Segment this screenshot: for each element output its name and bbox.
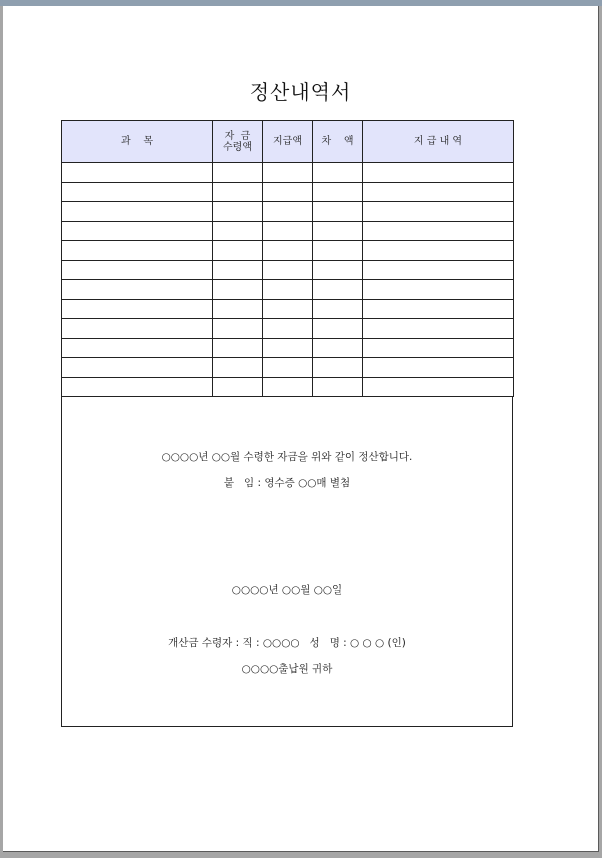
table-cell-subject bbox=[62, 202, 213, 222]
table-row bbox=[62, 182, 514, 202]
table-row bbox=[62, 358, 514, 378]
table-cell-details bbox=[363, 338, 514, 358]
table-header-row bbox=[62, 121, 514, 163]
attachment-note: 붙 임 : 영수증 ○○매 별첨 bbox=[223, 477, 351, 489]
table-cell-received bbox=[213, 358, 263, 378]
table-cell-paid bbox=[263, 319, 313, 339]
table-cell-subject bbox=[62, 377, 213, 397]
table-row bbox=[62, 260, 514, 280]
table-row bbox=[62, 299, 514, 319]
recipient-signature-line: 개산금 수령자 : 직 : ○○○○ 성 명 : ○ ○ ○ (인) bbox=[168, 637, 406, 649]
table-cell-details bbox=[363, 260, 514, 280]
table-row bbox=[62, 202, 514, 222]
table-cell-paid bbox=[263, 338, 313, 358]
table-cell-difference bbox=[313, 260, 363, 280]
table-cell-details bbox=[363, 377, 514, 397]
table-cell-received bbox=[213, 202, 263, 222]
table-cell-details bbox=[363, 182, 514, 202]
table-cell-received bbox=[213, 182, 263, 202]
table-cell-subject bbox=[62, 163, 213, 183]
table-cell-subject bbox=[62, 260, 213, 280]
column-header-subject: 과 목 bbox=[62, 121, 213, 163]
table-cell-details bbox=[363, 202, 514, 222]
table-cell-difference bbox=[313, 163, 363, 183]
table-cell-received bbox=[213, 377, 263, 397]
column-header-received-top: 자 금 bbox=[224, 130, 251, 142]
table-cell-paid bbox=[263, 280, 313, 300]
addressee-line: ○○○○출납원 귀하 bbox=[241, 663, 333, 675]
table-cell-paid bbox=[263, 221, 313, 241]
table-row bbox=[62, 338, 514, 358]
table-cell-subject bbox=[62, 280, 213, 300]
table-cell-subject bbox=[62, 182, 213, 202]
table-row bbox=[62, 377, 514, 397]
notes-box bbox=[61, 396, 513, 727]
table-cell-difference bbox=[313, 202, 363, 222]
column-header-details: 지 급 내 역 bbox=[363, 121, 514, 163]
table-cell-details bbox=[363, 241, 514, 261]
table-row bbox=[62, 163, 514, 183]
settlement-table bbox=[61, 120, 514, 397]
table-cell-details bbox=[363, 319, 514, 339]
table-cell-subject bbox=[62, 221, 213, 241]
column-header-received-bottom: 수령액 bbox=[223, 141, 252, 153]
table-cell-subject bbox=[62, 299, 213, 319]
table-cell-difference bbox=[313, 299, 363, 319]
column-header-paid: 지급액 bbox=[263, 121, 313, 163]
table-row bbox=[62, 241, 514, 261]
table-cell-difference bbox=[313, 221, 363, 241]
table-cell-details bbox=[363, 163, 514, 183]
table-cell-details bbox=[363, 299, 514, 319]
table-cell-difference bbox=[313, 280, 363, 300]
table-cell-details bbox=[363, 221, 514, 241]
table-cell-received bbox=[213, 299, 263, 319]
settlement-statement: ○○○○년 ○○월 수령한 자금을 위와 같이 정산합니다. bbox=[161, 451, 413, 463]
table-row bbox=[62, 280, 514, 300]
table-cell-difference bbox=[313, 182, 363, 202]
table-cell-subject bbox=[62, 358, 213, 378]
table-cell-subject bbox=[62, 241, 213, 261]
table-cell-paid bbox=[263, 358, 313, 378]
table-cell-subject bbox=[62, 319, 213, 339]
table-cell-paid bbox=[263, 260, 313, 280]
table-cell-difference bbox=[313, 241, 363, 261]
table-body bbox=[62, 163, 514, 397]
table-cell-difference bbox=[313, 338, 363, 358]
table-cell-received bbox=[213, 260, 263, 280]
table-cell-paid bbox=[263, 163, 313, 183]
table-cell-difference bbox=[313, 377, 363, 397]
table-cell-details bbox=[363, 280, 514, 300]
table-cell-paid bbox=[263, 377, 313, 397]
table-cell-received bbox=[213, 163, 263, 183]
table-cell-received bbox=[213, 280, 263, 300]
document-page bbox=[3, 6, 599, 852]
table-cell-received bbox=[213, 221, 263, 241]
table-row bbox=[62, 319, 514, 339]
table-cell-difference bbox=[313, 319, 363, 339]
table-cell-paid bbox=[263, 202, 313, 222]
table-row bbox=[62, 221, 514, 241]
table-cell-subject bbox=[62, 338, 213, 358]
table-cell-details bbox=[363, 358, 514, 378]
table-cell-received bbox=[213, 241, 263, 261]
table-cell-received bbox=[213, 338, 263, 358]
settlement-date: ○○○○년 ○○월 ○○일 bbox=[231, 584, 343, 596]
document-title: 정산내역서 bbox=[249, 80, 352, 104]
column-header-difference: 차 액 bbox=[313, 121, 363, 163]
table-cell-received bbox=[213, 319, 263, 339]
table-cell-paid bbox=[263, 241, 313, 261]
table-cell-paid bbox=[263, 182, 313, 202]
table-cell-difference bbox=[313, 358, 363, 378]
column-header-received bbox=[213, 121, 263, 163]
table-cell-paid bbox=[263, 299, 313, 319]
